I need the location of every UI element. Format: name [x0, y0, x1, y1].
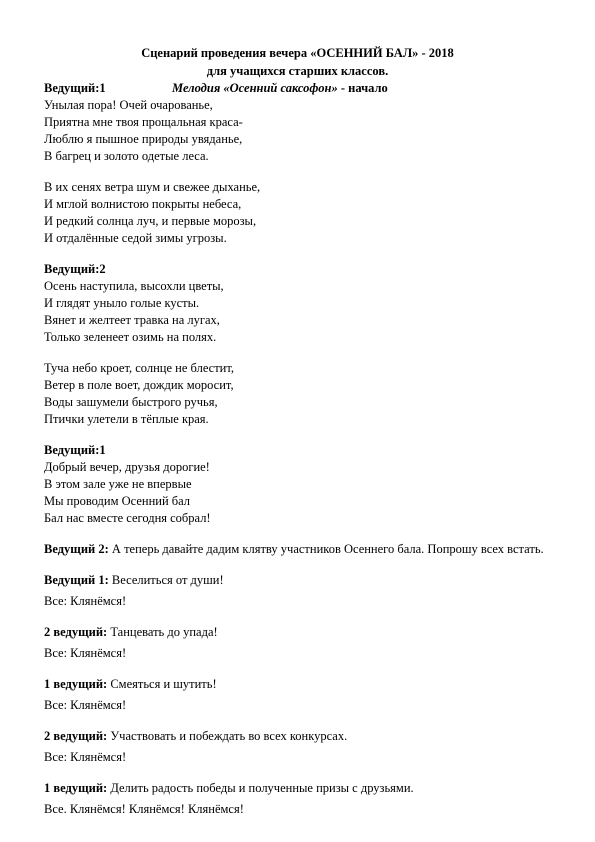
speaker-label: Ведущий:1: [44, 81, 106, 95]
oath-line: [44, 728, 564, 745]
oath-line: [44, 572, 564, 589]
poem-line: Люблю я пышное природы увяданье,: [44, 132, 243, 146]
oath-item: [44, 728, 564, 766]
poem-line: В их сенях ветра шум и свежее дыханье,: [44, 180, 261, 194]
poem-line: Воды зашумели быстрого ручья,: [44, 395, 218, 409]
speaker-label: 2 ведущий:: [44, 729, 108, 743]
poem-line: В этом зале уже не впервые: [44, 477, 192, 491]
document-body: [44, 80, 564, 818]
oath-text: Смеяться и шутить!: [107, 677, 217, 691]
poem-line: Ветер в поле воет, дождик моросит,: [44, 378, 234, 392]
melody-note: [172, 80, 388, 97]
poem-stanza: [44, 179, 564, 247]
poem-line: Вянет и желтеет травка на лугах,: [44, 313, 220, 327]
speaker-label: 2 ведущий:: [44, 625, 108, 639]
oath-reply: Все: Клянёмся!: [44, 594, 127, 608]
oath-item: [44, 676, 564, 714]
poem-line: Унылая пора! Очей очарованье,: [44, 98, 213, 112]
poem-line: И мглой волнистою покрыты небеса,: [44, 197, 242, 211]
poem-stanza: [44, 97, 564, 165]
poem-line: Птички улетели в тёплые края.: [44, 412, 209, 426]
oath-line: [44, 624, 564, 641]
poem-line: Только зеленеет озимь на полях.: [44, 330, 217, 344]
melody-tail: - начало: [337, 81, 388, 95]
oath-item: [44, 624, 564, 662]
poem-line: Добрый вечер, друзья дорогие!: [44, 460, 210, 474]
document-title: [0, 44, 595, 80]
oath-reply: Все: Клянёмся!: [44, 750, 127, 764]
poem-stanza: [44, 459, 564, 527]
speaker-label: Ведущий:2: [44, 262, 106, 276]
title-line-1: Сценарий проведения вечера «ОСЕННИЙ БАЛ» - 2018: [141, 46, 454, 60]
oath-reply: Все. Клянёмся! Клянёмся! Клянёмся!: [44, 802, 244, 816]
poem-stanza: [44, 360, 564, 428]
speaker-label: 1 ведущий:: [44, 677, 108, 691]
oath-reply: Все: Клянёмся!: [44, 646, 127, 660]
intro-heading: [44, 80, 564, 97]
poem-line: Осень наступила, высохли цветы,: [44, 279, 224, 293]
oath-text: Танцевать до упада!: [107, 625, 218, 639]
poem-line: И редкий солнца луч, и первые морозы,: [44, 214, 257, 228]
oath-reply: Все: Клянёмся!: [44, 698, 127, 712]
oath-text: Делить радость победы и полученные призы с друзьями.: [107, 781, 414, 795]
oath-intro-text: А теперь давайте дадим клятву участников Осеннего бала. Попрошу всех встать.: [108, 542, 544, 556]
oath-item: [44, 572, 564, 610]
poem-line: В багрец и золото одетые леса.: [44, 149, 209, 163]
oath-intro: [44, 541, 544, 558]
oath-line: [44, 780, 564, 797]
poem-line: Мы проводим Осенний бал: [44, 494, 191, 508]
poem-stanza: [44, 278, 564, 346]
poem-line: Приятна мне твоя прощальная краса-: [44, 115, 243, 129]
speaker-label: Ведущий:1: [44, 443, 106, 457]
melody-title: Мелодия «Осенний саксофон»: [172, 81, 338, 95]
oath-item: [44, 780, 564, 818]
oath-line: [44, 676, 564, 693]
speaker-label: 1 ведущий:: [44, 781, 108, 795]
poem-line: И отдалённые седой зимы угрозы.: [44, 231, 227, 245]
poem-line: И глядят уныло голые кусты.: [44, 296, 200, 310]
title-line-2: для учащихся старших классов.: [206, 64, 389, 78]
poem-line: Туча небо кроет, солнце не блестит,: [44, 361, 235, 375]
speaker-label: Ведущий 2:: [44, 542, 109, 556]
poem-line: Бал нас вместе сегодня собрал!: [44, 511, 211, 525]
oath-text: Участвовать и побеждать во всех конкурсах.: [107, 729, 348, 743]
speaker-label: Ведущий 1:: [44, 573, 109, 587]
oath-text: Веселиться от души!: [108, 573, 224, 587]
